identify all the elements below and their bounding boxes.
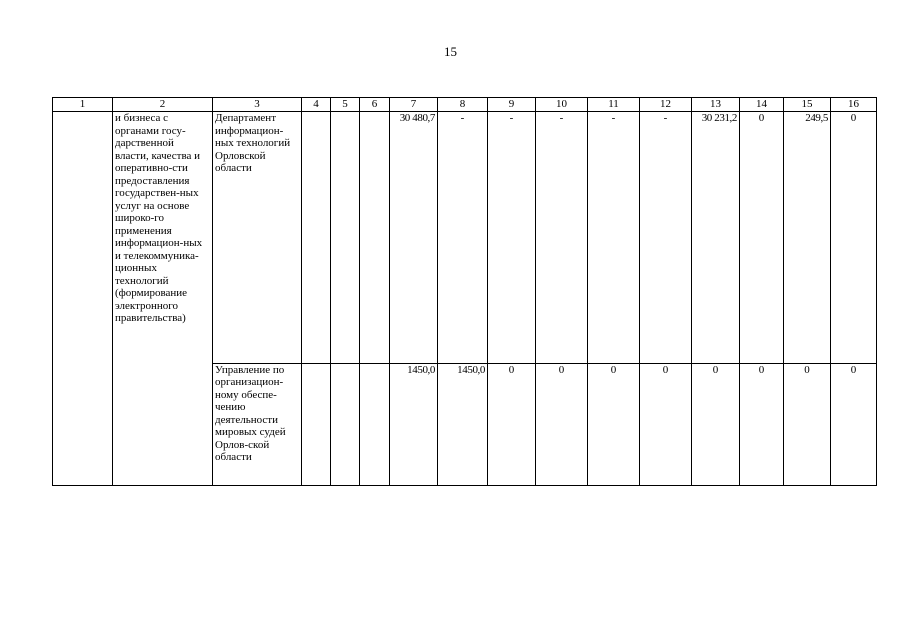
column-header: 6: [360, 98, 390, 112]
responsible-executor-cell: Управление по организацион-ному обеспе-чению деятельности мировых судей Орлов-ской области: [213, 363, 302, 485]
column-header: 5: [331, 98, 360, 112]
value-cell: 0: [831, 363, 877, 485]
table-cell: [360, 112, 390, 364]
value-cell: 0: [740, 112, 784, 364]
value-cell: -: [588, 112, 640, 364]
value-cell: 30 231,2: [692, 112, 740, 364]
value-cell: 0: [692, 363, 740, 485]
value-cell: 1450,0: [438, 363, 488, 485]
value-cell: 0: [536, 363, 588, 485]
value-cell: 0: [640, 363, 692, 485]
table-header-row: [53, 98, 877, 112]
table-cell: [331, 112, 360, 364]
value-cell: 249,5: [784, 112, 831, 364]
table-cell: [302, 112, 331, 364]
table-row: [53, 112, 877, 364]
value-cell: -: [488, 112, 536, 364]
column-header: 11: [588, 98, 640, 112]
responsible-executor-cell: Департамент информацион-ных технологий Орловской области: [213, 112, 302, 364]
column-header: 8: [438, 98, 488, 112]
budget-table: [52, 97, 877, 486]
column-header: 1: [53, 98, 113, 112]
column-header: 7: [390, 98, 438, 112]
column-header: 10: [536, 98, 588, 112]
value-cell: 0: [488, 363, 536, 485]
table-cell: [302, 363, 331, 485]
value-cell: 1450,0: [390, 363, 438, 485]
column-header: 15: [784, 98, 831, 112]
table-cell: [360, 363, 390, 485]
column-header: 4: [302, 98, 331, 112]
column-header: 12: [640, 98, 692, 112]
column-header: 2: [113, 98, 213, 112]
column-header: 16: [831, 98, 877, 112]
column-header: 9: [488, 98, 536, 112]
value-cell: 0: [740, 363, 784, 485]
table-cell: [331, 363, 360, 485]
program-description-cell: и бизнеса с органами госу-дарственной власти, качества и оперативно-сти предоставления государствен-ных услуг на основе широко-го применения информацион-ных и телекоммуника-ционных технологий (формирование электронного правительства): [113, 112, 213, 486]
column-header: 3: [213, 98, 302, 112]
column-header: 13: [692, 98, 740, 112]
value-cell: 0: [831, 112, 877, 364]
value-cell: -: [438, 112, 488, 364]
value-cell: -: [640, 112, 692, 364]
value-cell: 0: [784, 363, 831, 485]
value-cell: 30 480,7: [390, 112, 438, 364]
page-number: 15: [444, 44, 457, 59]
value-cell: -: [536, 112, 588, 364]
column-header: 14: [740, 98, 784, 112]
value-cell: 0: [588, 363, 640, 485]
table-cell-col1: [53, 112, 113, 486]
